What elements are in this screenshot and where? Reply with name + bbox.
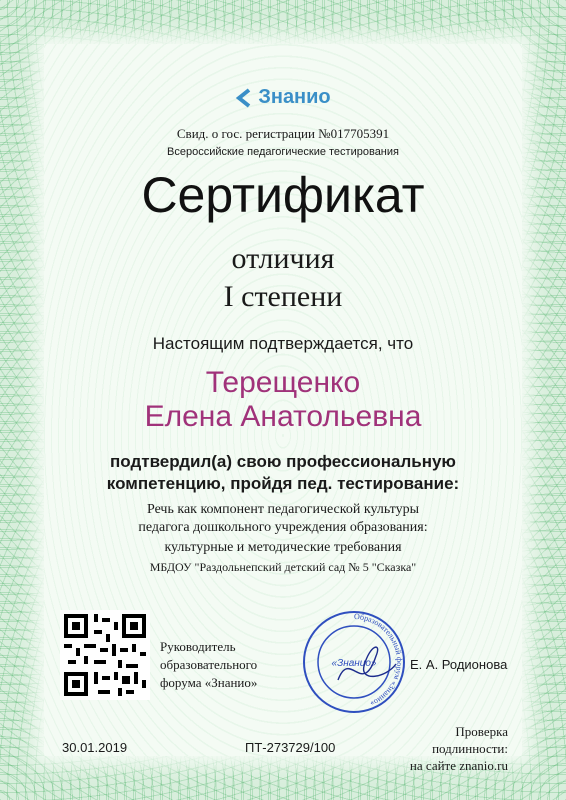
recipient-surname: Терещенко: [205, 366, 361, 399]
brand-name: Знанио: [258, 86, 331, 108]
registration-number: Свид. о гос. регистрации №017705391: [176, 126, 390, 141]
check-line-2: подлинности:: [432, 741, 508, 756]
brand-logo[interactable]: [0, 86, 566, 109]
check-line-3: на сайте znanio.ru: [409, 758, 508, 773]
testing-type: Всероссийские педагогические тестирования: [167, 146, 399, 158]
znanio-logo-icon: [235, 87, 255, 109]
seal-center-text: «Знанио»: [331, 658, 377, 669]
confirm-text: Настоящим подтверждается, что: [152, 334, 414, 353]
role-line-2: образовательного: [160, 657, 258, 672]
certificate-title: Сертификат: [141, 167, 425, 223]
confirmation-line-1: подтвердил(а) свою профессиональную: [110, 452, 456, 471]
topic-line-2: педагога дошкольного учреждения образования:: [138, 520, 428, 535]
signer-name: Е. А. Родионова: [410, 657, 508, 672]
role-line-3: форума «Знанио»: [160, 675, 258, 690]
organization: МБДОУ "Раздольнепский детский сад № 5 "Сказка": [149, 560, 417, 574]
role-line-1: Руководитель: [160, 639, 236, 654]
stamp-icon: [300, 608, 408, 716]
seal-ring-text: Образовательный форум «Знанио»: [353, 611, 405, 709]
authenticity-check[interactable]: [410, 723, 508, 774]
qr-code-icon: [60, 610, 150, 700]
qr-code[interactable]: [60, 610, 150, 700]
check-line-1: Проверка: [455, 724, 508, 739]
topic-line-1: Речь как компонент педагогической культуры: [146, 502, 420, 517]
recipient-given-names: Елена Анатольевна: [144, 400, 422, 433]
certificate-subtitle-1: отличия: [231, 242, 335, 275]
issue-date: 30.01.2019: [62, 740, 128, 755]
topic-line-3: культурные и методические требования: [164, 540, 402, 555]
certificate-number: ПТ-273729/100: [245, 740, 336, 755]
signatory-role: [160, 638, 257, 692]
official-seal: [300, 608, 408, 721]
certificate-subtitle-2: I степени: [223, 280, 343, 313]
confirmation-line-2: компетенцию, пройдя пед. тестирование:: [106, 474, 460, 493]
